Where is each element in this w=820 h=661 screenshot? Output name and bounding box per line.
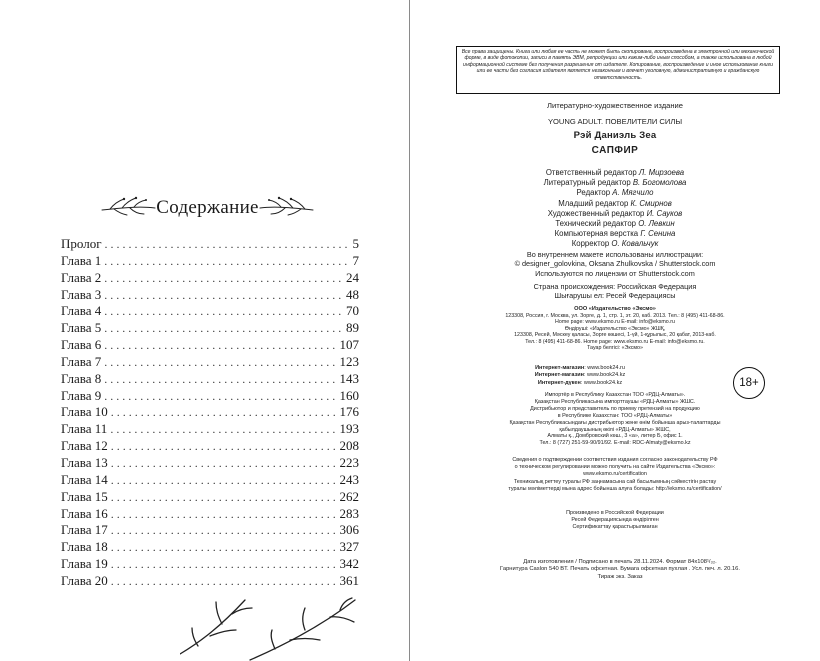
toc-entry-label: Глава 1: [61, 252, 102, 268]
credit-role: Литературный редактор: [543, 178, 631, 188]
toc-entry-page: 107: [339, 337, 359, 353]
print-output-block: [440, 559, 800, 581]
credit-name: О. Ковальчук: [611, 239, 659, 249]
shops-block: [480, 365, 680, 387]
legal-line: Техникалық реттеу туралы РФ заңнамасына сай басылымның сәйкестігін растау: [513, 479, 717, 485]
toc-leader-dots: [111, 506, 337, 523]
legal-line: Алматы қ., Домбровский көш., 3 «а», литер Б, офис 1.: [547, 433, 683, 439]
credit-line: [420, 188, 810, 198]
credit-line: [420, 199, 810, 209]
made-in-block: [430, 510, 800, 524]
legal-line: Сведения о подтверждении соответствия издания согласно законодательству РФ: [512, 457, 718, 463]
output-line: Гарнитура Caslon 540 BT. Печать офсетная. Бумага офсетная пухлая . Усл. печ. л. 20.16.: [500, 566, 740, 573]
toc-entry-label: Глава 12: [61, 438, 108, 454]
shop-line: [480, 365, 680, 372]
output-line: Тираж экз. Заказ: [597, 573, 643, 580]
toc-entry-page: 5: [352, 236, 359, 251]
toc-leader-dots: [111, 522, 337, 539]
toc-entry-label: Глава 7: [61, 353, 102, 369]
toc-entry-page: 361: [339, 572, 359, 588]
toc-list: [61, 236, 359, 590]
illustr-line: Во внутреннем макете использованы иллюстрации:: [526, 250, 704, 259]
toc-leader-dots: [111, 455, 337, 472]
credit-role: Технический редактор: [555, 219, 637, 229]
toc-entry-label: Пролог: [61, 236, 102, 251]
author-name: Рэй Даниэль Зеа: [573, 130, 657, 141]
legal-line: Қазақстан Республикасындағы дистрибьютор және өнім бойынша арыз-талаптарды: [509, 419, 721, 426]
toc-entry: [61, 303, 359, 320]
legal-line: Импортёр в Республику Казахстан ТОО «РДЦ-Алматы».: [544, 392, 686, 398]
toc-entry-page: 123: [339, 353, 359, 369]
legal-line: www.eksmo.ru/certification: [583, 470, 647, 477]
shop-line: [480, 380, 680, 387]
toc-leader-dots: [111, 489, 337, 506]
toc-entry: [61, 522, 359, 539]
credit-line: [420, 239, 810, 249]
toc-entry-label: Глава 3: [61, 286, 102, 302]
illustrations-note: [420, 250, 810, 278]
toc-entry: [61, 506, 359, 523]
toc-entry-label: Глава 19: [61, 556, 108, 572]
credit-role: Художественный редактор: [547, 208, 645, 218]
toc-entry-page: 160: [339, 387, 359, 403]
toc-entry-page: 89: [346, 320, 359, 336]
legal-line: в Республике Казахстан: ТОО «РДЦ-Алматы»: [557, 412, 673, 419]
toc-entry-label: Глава 17: [61, 522, 108, 538]
toc-leader-dots: [104, 253, 349, 270]
credit-name: О. Левкин: [638, 219, 675, 229]
shop-label: Интернет-магазин: [535, 365, 585, 371]
publisher-name: ООО «Издательство «Эксмо»: [574, 306, 656, 312]
publisher-line: Тел.: 8 (495) 411-68-86. Home page: www.eksmo.ru E-mail: info@eksmo.ru.: [525, 338, 705, 345]
toc-entry: [61, 388, 359, 405]
toc-leader-dots: [111, 404, 337, 421]
toc-entry: [61, 371, 359, 388]
toc-leader-dots: [104, 303, 343, 320]
toc-entry-label: Глава 16: [61, 505, 108, 521]
toc-entry: [61, 438, 359, 455]
toc-entry-label: Глава 18: [61, 539, 108, 555]
address-block: [430, 433, 800, 447]
toc-entry: [61, 270, 359, 287]
toc-leader-dots: [105, 236, 350, 253]
toc-entry-page: 342: [339, 556, 359, 572]
rights-notice: Все права защищены. Книга или любая ее часть не может быть скопирована, воспроизведена в электронной или механической форме, в виде фотокопии, записи в память ЭВМ, репродукции или каким-либо иным способом, а также использована в любой информационной системе без получения разрешения от издателя. Копирование, воспроизведение и иное использование книги или ее части без согласия издателя является незаконным и влечет уголовную, административную и гражданскую ответственность.: [456, 46, 780, 94]
toc-entry-label: Глава 15: [61, 488, 108, 504]
legal-line: Дистрибьютор и представитель по приему претензий на продукцию: [530, 405, 700, 412]
toc-entry-label: Глава 2: [61, 269, 102, 285]
toc-leader-dots: [104, 388, 336, 405]
certification-block: [430, 457, 800, 478]
toc-entry-label: Глава 11: [61, 421, 108, 437]
toc-entry-page: 193: [339, 421, 359, 437]
credit-role: Компьютерная верстка: [554, 229, 639, 239]
toc-entry: [61, 287, 359, 304]
genre-line: Литературно-художественное издание: [546, 101, 684, 110]
credits-list: [420, 168, 810, 250]
publisher-line: 123308, Россия, г. Москва, ул. Зорге, д. 1, стр. 1, эт. 20, каб. 2013. Тел.: 8 (495) 411-68-86.: [505, 312, 725, 319]
legal-line: Ресей Федерациясында өндірілген: [571, 516, 659, 523]
legal-line: о техническом регулировании можно получить на сайте Издательства «Эксмо»:: [514, 463, 716, 470]
toc-entry-page: 208: [339, 438, 359, 454]
toc-leader-dots: [104, 337, 336, 354]
toc-entry: [61, 236, 359, 253]
shop-url: : www.book24.kz: [580, 379, 623, 386]
publisher-line: Өндіруші: «Издательство «Эксмо» ЖШҚ,: [564, 325, 666, 332]
toc-leader-dots: [111, 573, 337, 590]
toc-entry-page: 143: [339, 370, 359, 386]
toc-entry-page: 7: [352, 252, 359, 268]
tech-regulation-block: [430, 479, 800, 493]
publisher-line: 123308, Ресей, Мәскеу қаласы, Зорге көшесі, 1-үй, 1-құрылыс, 20 қабат, 2013-каб.: [514, 332, 716, 338]
toc-entry: [61, 489, 359, 506]
toc-header: [100, 188, 315, 228]
cert-note: Сертификаттау қарастырылмаған: [572, 524, 658, 530]
toc-leader-dots: [111, 472, 337, 489]
toc-entry: [61, 573, 359, 590]
shop-url: : www.book24.kz: [583, 372, 626, 379]
credit-name: В. Богомолова: [632, 178, 687, 188]
bottom-branches-icon: [180, 592, 380, 661]
credit-role: Младший редактор: [558, 198, 629, 208]
credit-line: [420, 209, 810, 219]
shop-line: [480, 372, 680, 379]
origin-line: Страна происхождения: Российская Федерация: [533, 282, 697, 291]
credit-line: [420, 168, 810, 178]
toc-leader-dots: [104, 270, 343, 287]
publisher-line: Home page: www.eksmo.ru E-mail: info@eksmo.ru: [555, 319, 675, 325]
toc-entry-page: 176: [339, 404, 359, 420]
publisher-line: Тауар белгісі: «Эксмо»: [587, 345, 643, 351]
toc-entry-label: Глава 8: [61, 370, 102, 386]
shop-url: : www.book24.ru: [584, 365, 625, 371]
toc-entry-page: 24: [346, 269, 359, 285]
toc-entry-label: Глава 13: [61, 454, 108, 470]
toc-entry: [61, 337, 359, 354]
toc-entry-page: 306: [339, 522, 359, 538]
credit-line: [420, 229, 810, 239]
toc-entry-label: Глава 5: [61, 320, 102, 336]
illustr-line: © designer_golovkina, Oksana Zhulkovska / Shutterstock.com: [514, 259, 716, 269]
toc-entry-label: Глава 6: [61, 337, 102, 353]
toc-leader-dots: [104, 287, 343, 304]
toc-entry-page: 327: [339, 539, 359, 555]
legal-line: Произведено в Российской Федерации: [566, 510, 664, 516]
toc-entry-page: 48: [346, 286, 359, 302]
toc-entry: [61, 556, 359, 573]
toc-entry-page: 283: [339, 505, 359, 521]
toc-entry: [61, 539, 359, 556]
toc-entry: [61, 404, 359, 421]
toc-entry-page: 262: [339, 488, 359, 504]
toc-entry-page: 70: [346, 303, 359, 319]
toc-leader-dots: [111, 556, 337, 573]
credit-name: Л. Мирзоева: [638, 168, 685, 177]
origin-line: Шығарушы ел: Ресей Федерациясы: [554, 291, 676, 301]
toc-entry: [61, 472, 359, 489]
illustr-line: Используются по лицензии от Shutterstock.com: [535, 268, 695, 278]
toc-entry: [61, 354, 359, 371]
toc-entry-label: Глава 14: [61, 471, 108, 487]
origin-note: [420, 282, 810, 301]
series-line: YOUNG ADULT. ПОВЕЛИТЕЛИ СИЛЫ: [547, 117, 683, 126]
toc-entry-label: Глава 20: [61, 572, 108, 588]
age-rating-badge: 18+: [733, 367, 765, 399]
credit-role: Ответственный редактор: [545, 168, 637, 177]
toc-entry-label: Глава 10: [61, 404, 108, 420]
legal-line: Қазақстан Республикасына импорттаушы «РДЦ-Алматы» ЖШС.: [534, 398, 696, 405]
shop-label: Интернет-магазин: [534, 372, 584, 379]
toc-leader-dots: [111, 539, 337, 556]
credit-role: Корректор: [571, 239, 610, 249]
toc-entry-label: Глава 4: [61, 303, 102, 319]
credit-line: [420, 219, 810, 229]
toc-leader-dots: [104, 371, 336, 388]
toc-entry-label: Глава 9: [61, 387, 102, 403]
toc-leader-dots: [104, 354, 336, 371]
publisher-block: [440, 306, 790, 352]
credit-name: А. Мягчило: [612, 188, 654, 198]
book-title: САПФИР: [591, 145, 639, 156]
credit-role: Редактор: [576, 188, 611, 198]
importer-block: [430, 392, 800, 433]
legal-line: туралы мәліметтерді мына адрес бойынша алуға болады: http://eksmo.ru/certification/: [508, 485, 722, 492]
legal-line: қабылдаушының өкілі «РДЦ-Алматы» ЖШС,: [559, 426, 671, 433]
toc-entry-page: 243: [339, 471, 359, 487]
credit-name: И. Сауков: [646, 208, 683, 218]
toc-leader-dots: [104, 320, 343, 337]
toc-title: Содержание: [156, 197, 259, 218]
credit-name: Г. Сенина: [640, 229, 676, 239]
output-line: Дата изготовления / Подписано в печать 28.11.2024. Формат 84x108¹/₃₂.: [523, 559, 717, 565]
credit-line: [420, 178, 810, 188]
credit-name: К. Смирнов: [630, 198, 672, 208]
toc-entry-page: 223: [339, 454, 359, 470]
toc-entry: [61, 455, 359, 472]
toc-leader-dots: [110, 421, 336, 438]
toc-leader-dots: [111, 438, 337, 455]
toc-entry: [61, 253, 359, 270]
toc-entry: [61, 421, 359, 438]
toc-entry: [61, 320, 359, 337]
legal-line: Тел.: 8 (727) 251-59-90/91/92. E-mail: RDC-Almaty@eksmo.kz: [539, 439, 691, 446]
shop-label: Интернет-дүкен: [537, 379, 581, 386]
